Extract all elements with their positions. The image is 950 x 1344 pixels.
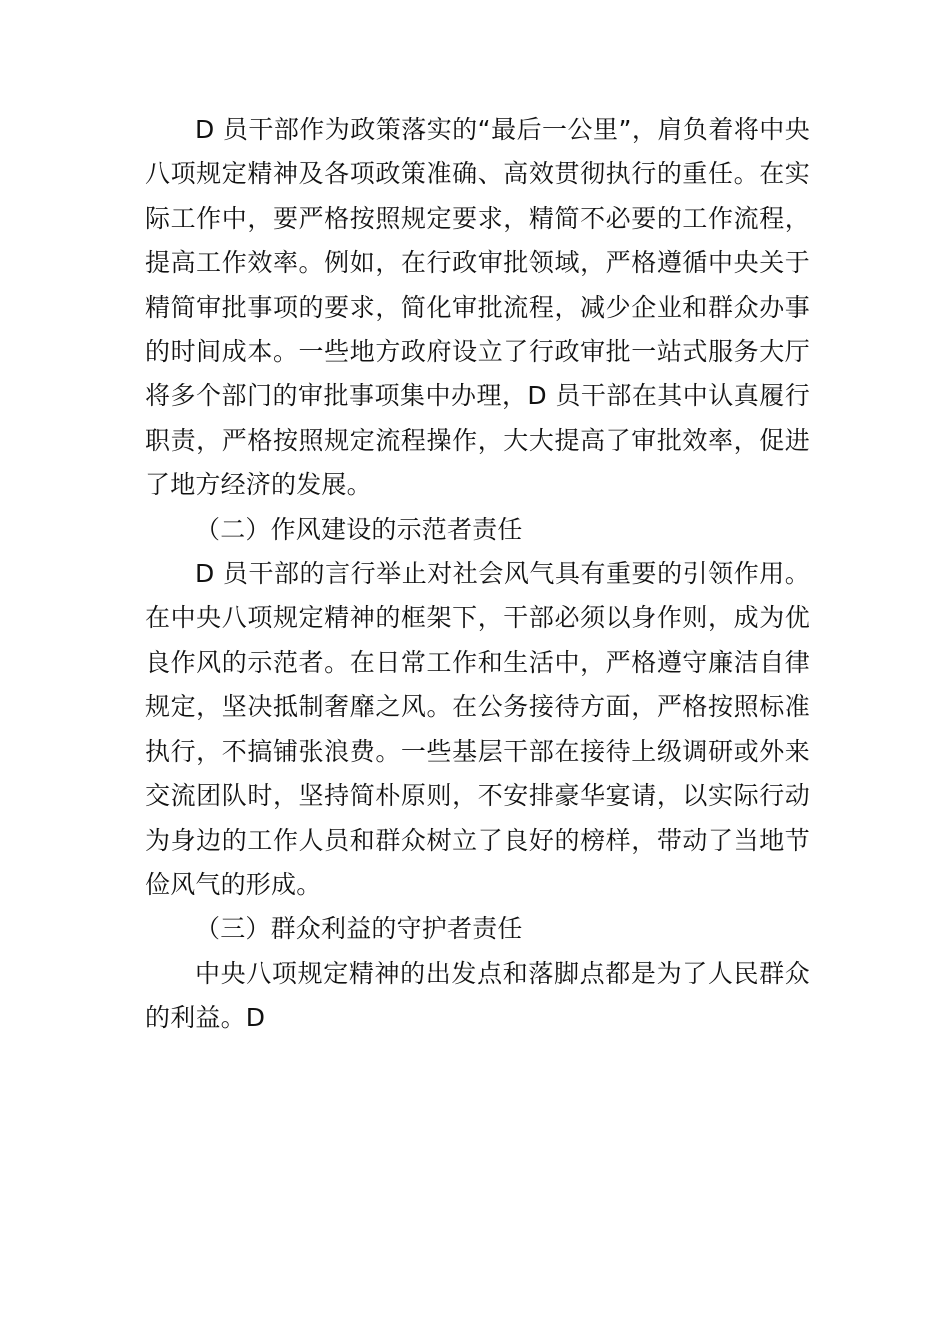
document-body [145,108,810,1041]
body-paragraph: 中央八项规定精神的出发点和落脚点都是为了人民群众的利益。D [145,958,810,1033]
body-paragraph: D 员干部作为政策落实的“最后一公里”，肩负着将中央八项规定精神及各项政策准确、高效贯彻执行的重任。在实际工作中，要严格按照规定要求，精简不必要的工作流程，提高工作效率。例如，在行政审批领域，严格遵循中央关于精简审批事项的要求，简化审批流程，减少企业和群众办事的时间成本。一些地方政府设立了行政审批一站式服务大厅将多个部门的审批事项集中办理，D 员干部在其中认真履行职责，严格按照规定流程操作，大大提高了审批效率，促进了地方经济的发展。 [145,115,810,500]
body-paragraph: D 员干部的言行举止对社会风气具有重要的引领作用。在中央八项规定精神的框架下，干部必须以身作则，成为优良作风的示范者。在日常工作和生活中，严格遵守廉洁自律规定，坚决抵制奢靡之风。在公务接待方面，严格按照标准执行，不搞铺张浪费。一些基层干部在接待上级调研或外来交流团队时，坚持简朴原则，不安排豪华宴请，以实际行动为身边的工作人员和群众树立了良好的榜样，带动了当地节俭风气的形成。 [145,559,810,899]
section-heading: （二）作风建设的示范者责任 [195,514,523,544]
section-heading: （三）群众利益的守护者责任 [195,914,523,944]
